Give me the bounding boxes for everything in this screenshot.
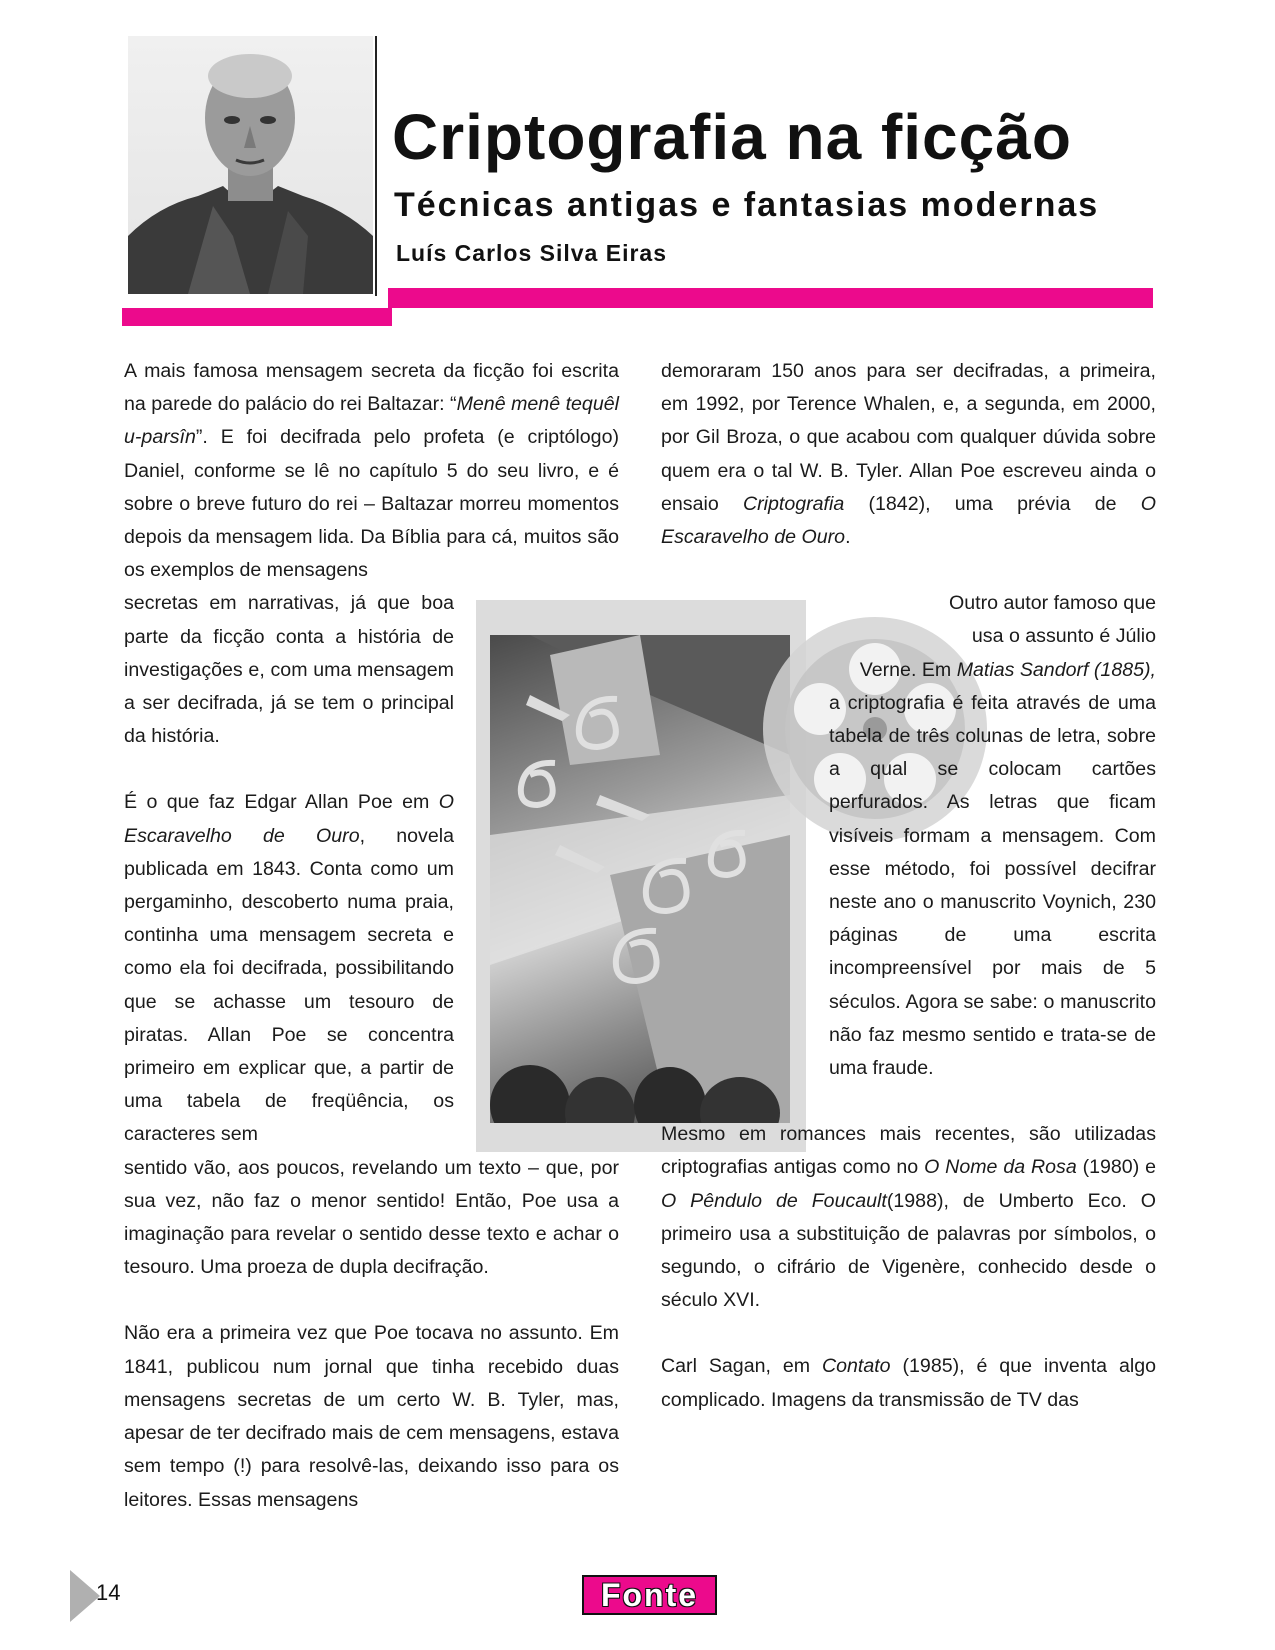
article-title: Criptografia na ficção (392, 101, 1072, 173)
left-column (124, 355, 619, 1517)
book-title: O Nome da Rosa (924, 1156, 1077, 1179)
paragraph-sagan (661, 1350, 1156, 1416)
paragraph-poe-cont: sentido vão, aos poucos, revelando um texto – que, por sua vez, não faz o menor sentido! Então, Poe usa a imaginação para revelar o sentido desse texto e achar o tesouro. Uma proeza de dupla decifração. (124, 1156, 619, 1279)
text-run: É o que faz Edgar Allan Poe em (124, 791, 439, 814)
text-run: demoraram 150 anos para ser decifradas, a primeira, em 1992, por Terence Whalen, e, a segunda, em 2000, por Gil Broza, o que acabou com qualquer dúvida sobre quem era o tal W. B. Tyler. Allan Poe escreveu ainda o ensaio (661, 360, 1156, 515)
text-run: (1842), uma prévia de (844, 492, 1141, 515)
header-accent-bar (388, 288, 1153, 308)
text-line: usa o assunto é Júlio (971, 625, 1156, 648)
text-line: Outro autor famoso que (949, 592, 1156, 615)
paragraph-poe (124, 786, 454, 1151)
text-line (661, 654, 1156, 687)
paragraph-verne (661, 587, 1156, 1085)
text-run: , novela publicada em 1843. Conta como um pergaminho, descoberto numa praia, continha uma mensagem secreta e como ela foi decifrada, possibilitando que se achasse um tesouro de piratas. Allan Poe se concentra primeiro em explicar que, a partir de uma tabela de freqüência, os caracteres sem (124, 824, 454, 1146)
book-title: O Escaravelho de Ouro (124, 791, 454, 847)
author-portrait (128, 36, 373, 294)
header-accent-bar-short (122, 308, 392, 326)
magazine-logo: Fonte (582, 1575, 717, 1615)
paragraph-belshazzar (124, 355, 619, 587)
paragraph-eco (661, 1118, 1156, 1317)
book-title: Matias Sandorf (1885), (956, 658, 1156, 681)
paragraph-belshazzar-cont: secretas em narrativas, já que boa parte da ficção conta a história de investigações e, com uma mensagem a ser decifrada, já se tem o principal da história. (124, 592, 454, 748)
text-run: A mais famosa mensagem secreta da ficção foi escrita na parede do palácio do rei Baltazar: “ (124, 360, 619, 416)
text-run: Carl Sagan, em (661, 1355, 822, 1378)
book-title: O Escaravelho de Ouro (661, 492, 1156, 549)
page-number: 14 (96, 1580, 121, 1605)
book-title: Criptografia (742, 492, 845, 515)
text-run: (1988), de Umberto Eco. O primeiro usa a substituição de palavras por símbolos, o segundo, o cifrário de Vigenère, conhecido desde o século XVI. (661, 1189, 1156, 1312)
paragraph-tyler: Não era a primeira vez que Poe tocava no assunto. Em 1841, publicou num jornal que tinha recebido duas mensagens secretas de um certo W. B. Tyler, mas, apesar de ter decifrado mais de cem mensagens, estava sem tempo (!) para resolvê-las, deixando isso para os leitores. Essas mensagens (124, 1322, 619, 1511)
text-run: a criptografia é feita através de uma tabela de três colunas de letra, sobre a qual se colocam cartões perfurados. As letras que ficam visíveis formam a mensagem. Com esse método, foi possível decifrar neste ano o manuscrito Voynich, 230 páginas de uma escrita incompreensível por mais de 5 séculos. Agora se sabe: o manuscrito não faz mesmo sentido e trata-se de uma fraude. (829, 691, 1156, 1080)
text-run: (1980) e (1076, 1156, 1156, 1179)
header-divider (375, 36, 377, 296)
article-subtitle: Técnicas antigas e fantasias modernas (394, 186, 1100, 224)
text-run: (1985), é que inventa algo complicado. Imagens da transmissão de TV das (661, 1355, 1156, 1411)
right-column (661, 355, 1156, 1417)
text-run: ”. E foi decifrada pelo profeta (e criptólogo) Daniel, conforme se lê no capítulo 5 do seu livro, e é sobre o breve futuro do rei – Baltazar morreu momentos depois da mensagem lida. Da Bíblia para cá, muitos são os exemplos de mensagens (124, 426, 619, 582)
text-run: Mesmo em romances mais recentes, são utilizadas criptografias antigas como no (661, 1123, 1156, 1179)
italic-quote: Menê menê tequêl u-parsîn (124, 393, 619, 449)
book-title: Contato (821, 1355, 891, 1378)
article-author: Luís Carlos Silva Eiras (396, 240, 668, 266)
text-run: Verne. Em (859, 658, 957, 681)
text-run: . (845, 526, 851, 549)
paragraph-tyler-cont (661, 355, 1156, 554)
book-title: O Pêndulo de Foucault (661, 1189, 887, 1212)
